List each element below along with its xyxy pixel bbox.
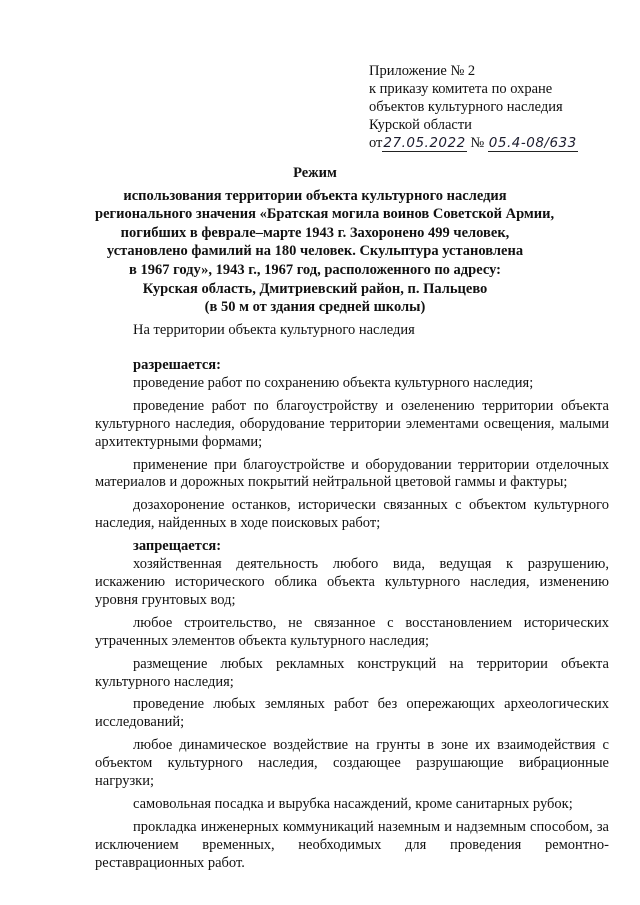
forbidden-item: любое динамическое воздействие на грунты в зоне их взаимодействия с объектом культурного наследия, создающее разрушающие вибрационные нагрузки; [95, 737, 609, 790]
forbidden-item: хозяйственная деятельность любого вида, ведущая к разрушению, искажению исторического облика объекта культурного наследия, изменению уровня грунтовых вод; [95, 556, 609, 608]
intro-text: На территории объекта культурного наследия [133, 322, 415, 338]
forbidden-item: любое строительство, не связанное с восстановлением исторических утраченных элементов объекта культурного наследия; [95, 614, 609, 649]
title-line: в 1967 году», 1943 г., 1967 год, расположенного по адресу: [129, 261, 501, 278]
appendix-number: Приложение № 2 [369, 63, 476, 79]
allowed-item: дозахоронение останков, исторически связанных с объектом культурного наследия, найденных в ходе поисковых работ; [95, 497, 609, 532]
title-line: погибших в феврале–марте 1943 г. Захоронено 499 человек, [120, 224, 510, 241]
forbidden-item: размещение любых рекламных конструкций на территории объекта культурного наследия; [95, 655, 609, 690]
regime-body [95, 357, 609, 878]
forbidden-heading: запрещается: [133, 538, 222, 555]
forbidden-item: проведение любых земляных работ без опережающих археологических исследований; [95, 696, 609, 731]
handwritten-order-number: 05.4-08/633 [488, 135, 577, 151]
appendix-order-line: к приказу комитета по охране [369, 81, 553, 97]
title-line: установлено фамилий на 180 человек. Скульптура установлена [106, 243, 524, 260]
date-prefix: от [369, 135, 383, 151]
appendix-committee-line: объектов культурного наследия [369, 99, 563, 115]
allowed-item: проведение работ по сохранению объекта культурного наследия; [133, 374, 534, 391]
forbidden-item: прокладка инженерных коммуникаций наземным и надземным способом, за исключением временных, необходимых для проведения ремонтно-реставрационных работ. [95, 818, 609, 871]
appendix-block [369, 62, 629, 152]
appendix-region-line: Курской области [369, 117, 472, 133]
forbidden-item: самовольная посадка и вырубка насаждений, кроме санитарных рубок; [133, 795, 573, 812]
title-line: (в 50 м от здания средней школы) [204, 299, 426, 316]
allowed-item: применение при благоустройстве и оборудовании территории отделочных материалов и дорожных покрытий нейтральной цветовой гаммы и фактуры; [95, 456, 609, 491]
allowed-heading: разрешается: [133, 357, 221, 373]
number-prefix: № [470, 135, 485, 151]
title-line: регионального значения «Братская могила воинов Советской Армии, [95, 206, 555, 223]
title-heading: Режим [293, 165, 337, 181]
order-date-number-line [369, 134, 629, 152]
title-line: использования территории объекта культурного наследия [123, 187, 507, 204]
document-title [95, 164, 555, 317]
handwritten-date: 27.05.2022 [383, 135, 466, 151]
title-line: Курская область, Дмитриевский район, п. Пальцево [142, 280, 488, 297]
allowed-item: проведение работ по благоустройству и озеленению территории объекта культурного наследия, оборудование территории элементами освещения, малыми архитектурными формами; [95, 397, 609, 450]
